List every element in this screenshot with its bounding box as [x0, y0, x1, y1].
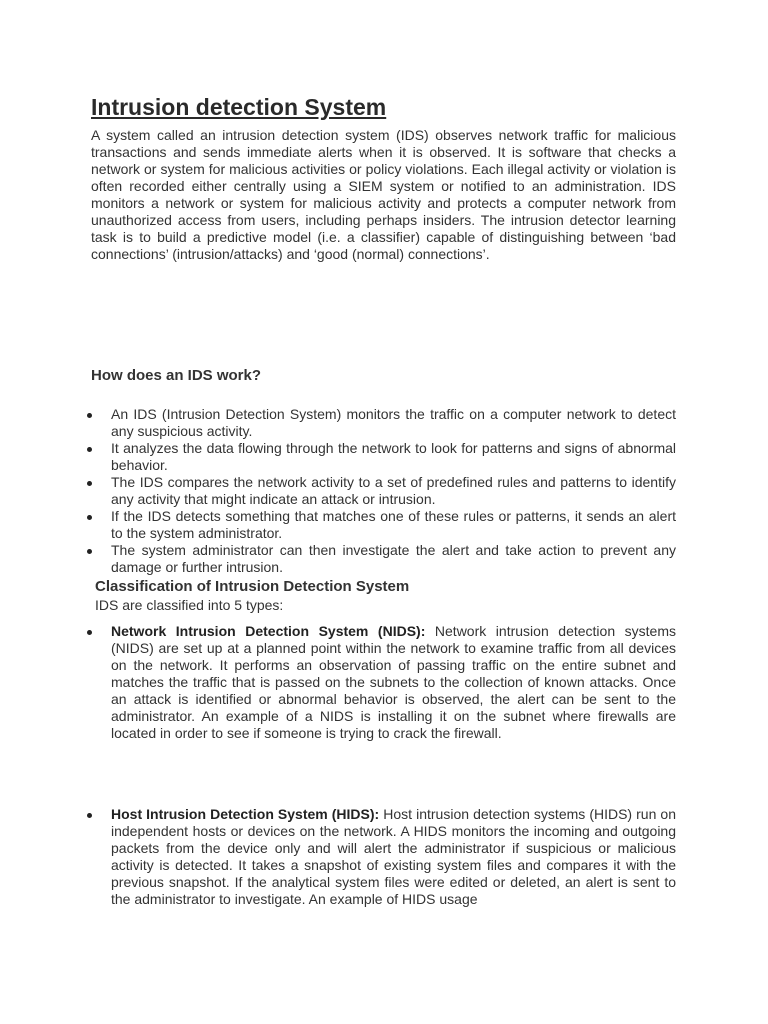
- bullet-icon: [87, 813, 92, 818]
- classification-heading: Classification of Intrusion Detection System: [95, 578, 410, 595]
- classification-intro: IDS are classified into 5 types:: [95, 597, 284, 613]
- list-item: [0, 440, 768, 474]
- bullet-icon: [87, 515, 92, 520]
- hids-text: Host intrusion detection systems (HIDS) run on independent hosts or devices on the network. A HIDS monitors the incoming and outgoing packets from the device only and will alert the administrator if suspicious or malicious activity is detected. It takes a snapshot of existing system files and compares it with the previous snapshot. If the analytical system files were edited or deleted, an alert is sent to the administrator to investigate. An example of HIDS usage: [111, 806, 676, 907]
- hids-list: [0, 806, 768, 908]
- list-item-text: An IDS (Intrusion Detection System) monitors the traffic on a computer network to detect any suspicious activity.: [111, 406, 676, 439]
- intro-paragraph: A system called an intrusion detection system (IDS) observes network traffic for malicious transactions and sends immediate alerts when it is observed. It is software that checks a network or system for malicious activities or policy violations. Each illegal activity or violation is often recorded either centrally using a SIEM system or notified to an administration. IDS monitors a network or system for malicious activity and protects a computer network from unauthorized access from users, including perhaps insiders. The intrusion detector learning task is to build a predictive model (i.e. a classifier) capable of distinguishing between ‘bad connections’ (intrusion/attacks) and ‘good (normal) connections’.: [91, 127, 676, 262]
- list-item-text: If the IDS detects something that matches one of these rules or patterns, it sends an alert to the system administrator.: [111, 508, 676, 541]
- list-item-text: The IDS compares the network activity to a set of predefined rules and patterns to identify any activity that might indicate an attack or intrusion.: [111, 474, 676, 507]
- bullet-icon: [87, 447, 92, 452]
- list-item-nids: [0, 623, 768, 742]
- how-ids-works-heading: How does an IDS work?: [91, 367, 262, 384]
- list-item: [0, 542, 768, 576]
- nids-term: Network Intrusion Detection System (NIDS):: [111, 623, 426, 639]
- list-item-text: It analyzes the data flowing through the network to look for patterns and signs of abnormal behavior.: [111, 440, 676, 473]
- hids-description: [111, 806, 676, 908]
- hids-term: Host Intrusion Detection System (HIDS):: [111, 806, 380, 822]
- list-item: [0, 406, 768, 440]
- bullet-icon: [87, 481, 92, 486]
- bullet-icon: [87, 549, 92, 554]
- nids-list: [0, 623, 768, 742]
- bullet-icon: [87, 630, 92, 635]
- bullet-icon: [87, 413, 92, 418]
- list-item-text: The system administrator can then investigate the alert and take action to prevent any damage or further intrusion.: [111, 542, 676, 575]
- document-title: Intrusion detection System: [91, 94, 387, 120]
- list-item: [0, 508, 768, 542]
- how-ids-works-list: [0, 406, 768, 576]
- nids-description: [111, 623, 676, 742]
- list-item-hids: [0, 806, 768, 908]
- nids-text: Network intrusion detection systems (NIDS) are set up at a planned point within the network to examine traffic from all devices on the network. It performs an observation of passing traffic on the entire subnet and matches the traffic that is passed on the subnets to the collection of known attacks. Once an attack is identified or abnormal behavior is observed, the alert can be sent to the administrator. An example of a NIDS is installing it on the subnet where firewalls are located in order to see if someone is trying to crack the firewall.: [111, 623, 676, 741]
- list-item: [0, 474, 768, 508]
